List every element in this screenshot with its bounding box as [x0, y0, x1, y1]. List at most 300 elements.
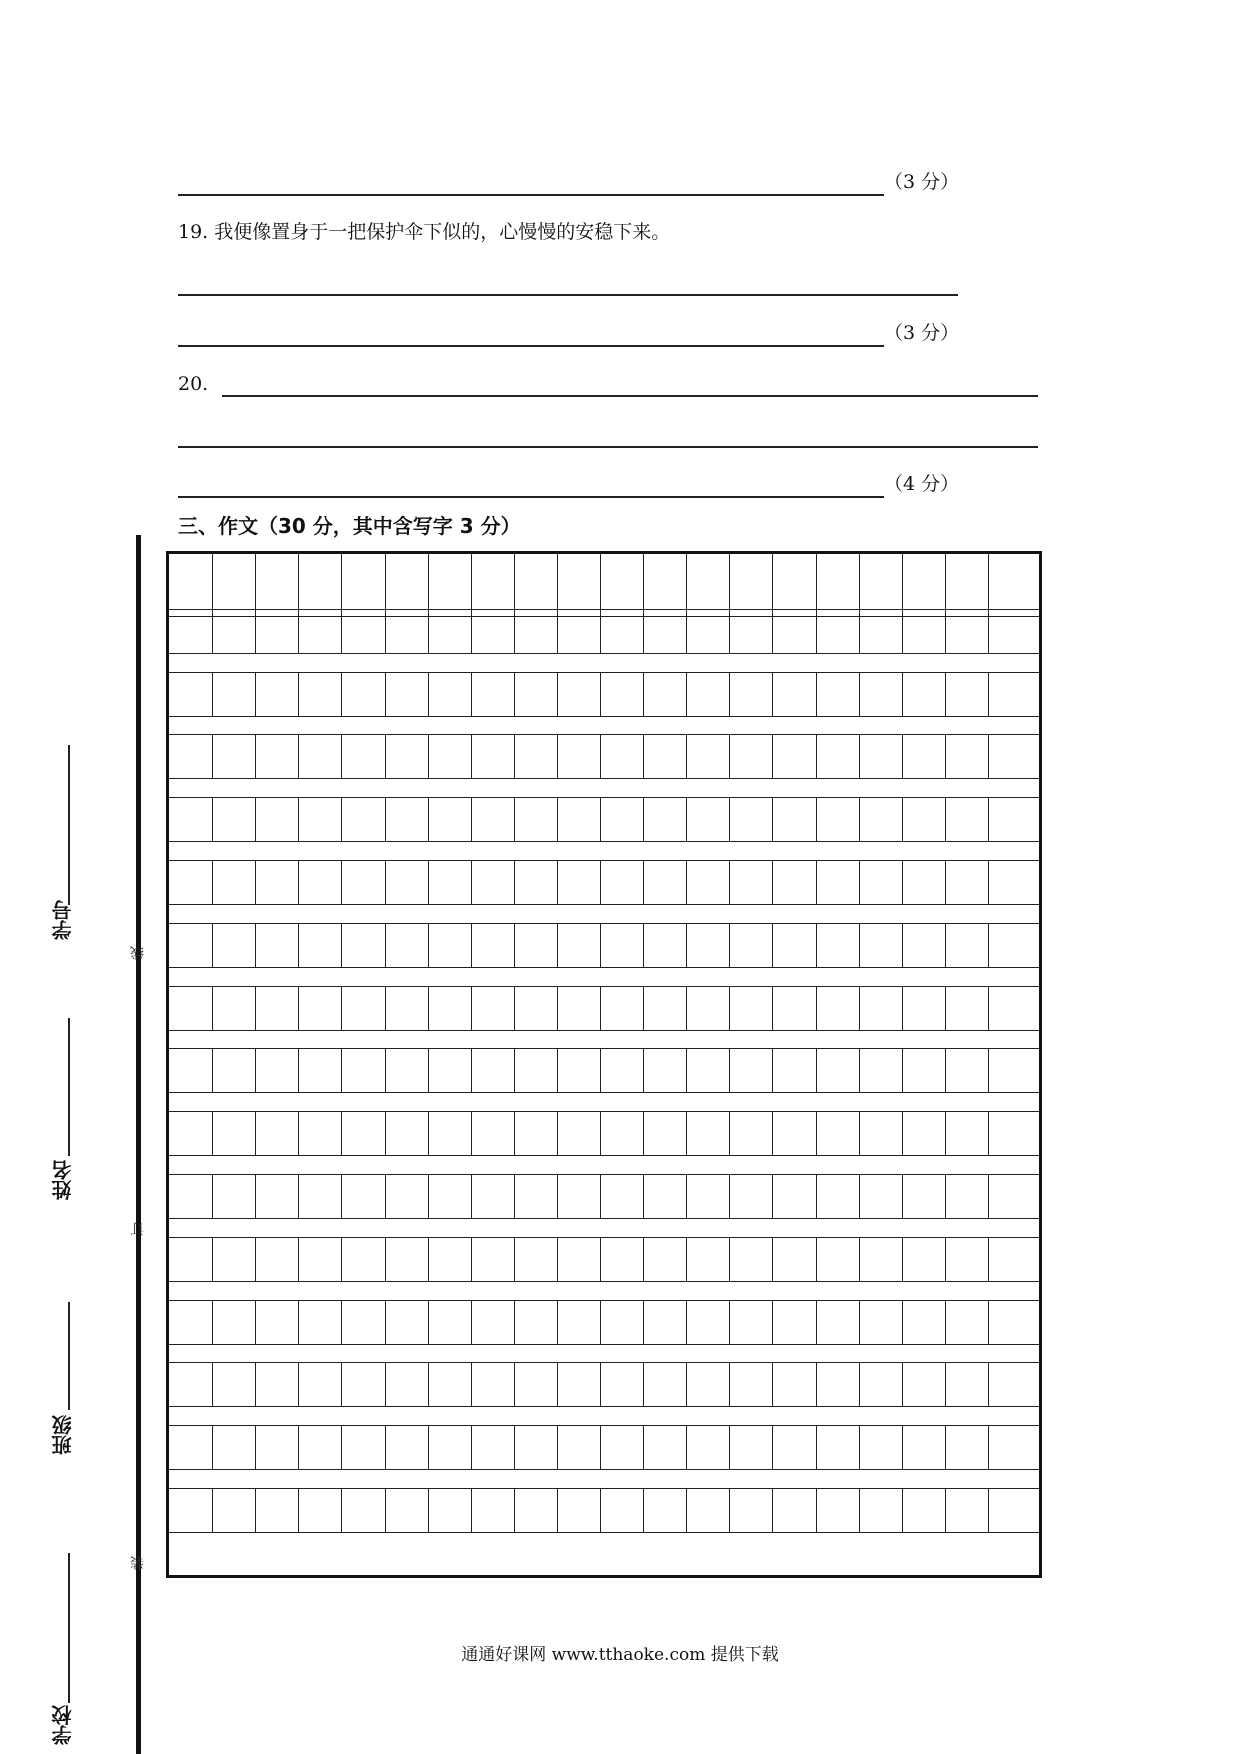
grid-cell-divider — [600, 673, 601, 716]
grid-cell-divider — [298, 1426, 299, 1469]
grid-cell-divider — [816, 1426, 817, 1469]
grid-cell-divider — [945, 1489, 946, 1532]
grid-cell-divider — [212, 610, 213, 653]
grid-cell-divider — [988, 554, 989, 616]
grid-row[interactable] — [169, 1237, 1039, 1282]
grid-cell-divider — [557, 735, 558, 778]
grid-cell-divider — [385, 735, 386, 778]
grid-cell-divider — [643, 1426, 644, 1469]
grid-cell-divider — [341, 1301, 342, 1344]
grid-cell-divider — [255, 735, 256, 778]
grid-cell-divider — [902, 1301, 903, 1344]
grid-cell-divider — [772, 1112, 773, 1155]
grid-row[interactable] — [169, 1425, 1039, 1470]
grid-cell-divider — [686, 861, 687, 904]
grid-cell-divider — [428, 1301, 429, 1344]
grid-cell-divider — [859, 987, 860, 1030]
name-line[interactable] — [68, 1018, 70, 1156]
grid-row[interactable] — [169, 1362, 1039, 1407]
name-label: 姓名 — [51, 1160, 75, 1200]
grid-cell-divider — [902, 610, 903, 653]
grid-cell-divider — [212, 861, 213, 904]
grid-cell-divider — [988, 798, 989, 841]
grid-cell-divider — [945, 554, 946, 616]
grid-cell-divider — [600, 735, 601, 778]
grid-cell-divider — [988, 987, 989, 1030]
grid-cell-divider — [600, 1363, 601, 1406]
grid-cell-divider — [859, 554, 860, 616]
seal-mark-line: 线 — [130, 946, 146, 960]
grid-cell-divider — [729, 554, 730, 616]
seal-mark-bind: 装 — [130, 1556, 146, 1570]
grid-cell-divider — [643, 1175, 644, 1218]
grid-cell-divider — [428, 735, 429, 778]
grid-cell-divider — [686, 924, 687, 967]
grid-cell-divider — [902, 1238, 903, 1281]
grid-cell-divider — [514, 1112, 515, 1155]
grid-cell-divider — [212, 1301, 213, 1344]
grid-cell-divider — [816, 861, 817, 904]
grid-cell-divider — [816, 987, 817, 1030]
answer-line-q19-1[interactable] — [178, 294, 958, 296]
grid-cell-divider — [341, 798, 342, 841]
grid-cell-divider — [988, 1175, 989, 1218]
grid-cell-divider — [816, 1175, 817, 1218]
grid-cell-divider — [428, 610, 429, 653]
student-no-label: 学号 — [51, 900, 75, 940]
grid-cell-divider — [385, 861, 386, 904]
grid-cell-divider — [816, 1112, 817, 1155]
answer-line-q20-3[interactable] — [178, 496, 884, 498]
grid-cell-divider — [385, 1301, 386, 1344]
grid-cell-divider — [514, 1363, 515, 1406]
grid-cell-divider — [600, 1426, 601, 1469]
grid-cell-divider — [772, 798, 773, 841]
grid-cell-divider — [298, 1489, 299, 1532]
grid-cell-divider — [600, 554, 601, 616]
grid-row[interactable] — [169, 1488, 1039, 1533]
grid-cell-divider — [902, 861, 903, 904]
grid-cell-divider — [902, 735, 903, 778]
grid-cell-divider — [859, 798, 860, 841]
grid-cell-divider — [341, 1363, 342, 1406]
grid-cell-divider — [902, 1175, 903, 1218]
grid-cell-divider — [212, 798, 213, 841]
q18-score: （3 分） — [884, 171, 960, 193]
grid-row[interactable] — [169, 609, 1039, 654]
grid-cell-divider — [298, 735, 299, 778]
grid-cell-divider — [255, 1049, 256, 1092]
grid-cell-divider — [600, 1301, 601, 1344]
grid-cell-divider — [729, 924, 730, 967]
grid-cell-divider — [816, 673, 817, 716]
grid-cell-divider — [772, 1426, 773, 1469]
grid-cell-divider — [471, 610, 472, 653]
grid-cell-divider — [212, 1426, 213, 1469]
answer-line-q19-2[interactable] — [178, 345, 884, 347]
grid-cell-divider — [686, 1363, 687, 1406]
grid-cell-divider — [341, 1238, 342, 1281]
grid-cell-divider — [945, 1112, 946, 1155]
seal-mark-order: 订 — [130, 1222, 146, 1236]
grid-cell-divider — [772, 610, 773, 653]
grid-row[interactable] — [169, 860, 1039, 905]
grid-cell-divider — [859, 861, 860, 904]
grid-cell-divider — [988, 1489, 989, 1532]
grid-row[interactable] — [169, 672, 1039, 717]
class-label: 班级 — [51, 1415, 75, 1455]
grid-cell-divider — [729, 1049, 730, 1092]
grid-cell-divider — [729, 673, 730, 716]
grid-cell-divider — [428, 1489, 429, 1532]
grid-cell-divider — [945, 987, 946, 1030]
grid-cell-divider — [686, 1112, 687, 1155]
grid-cell-divider — [729, 987, 730, 1030]
grid-cell-divider — [428, 554, 429, 616]
grid-cell-divider — [945, 924, 946, 967]
grid-cell-divider — [428, 1175, 429, 1218]
grid-row[interactable] — [169, 923, 1039, 968]
composition-grid[interactable] — [166, 551, 1042, 1578]
grid-cell-divider — [859, 1175, 860, 1218]
grid-cell-divider — [859, 1112, 860, 1155]
grid-cell-divider — [902, 1049, 903, 1092]
grid-cell-divider — [945, 861, 946, 904]
grid-cell-divider — [643, 554, 644, 616]
grid-cell-divider — [643, 673, 644, 716]
grid-cell-divider — [600, 1489, 601, 1532]
grid-cell-divider — [471, 1426, 472, 1469]
grid-cell-divider — [945, 735, 946, 778]
grid-cell-divider — [902, 1489, 903, 1532]
answer-line-q20-2[interactable] — [178, 446, 1038, 448]
grid-cell-divider — [341, 1175, 342, 1218]
grid-cell-divider — [428, 861, 429, 904]
grid-row[interactable] — [169, 1174, 1039, 1219]
grid-cell-divider — [471, 924, 472, 967]
grid-cell-divider — [471, 554, 472, 616]
grid-cell-divider — [988, 1112, 989, 1155]
grid-cell-divider — [514, 1489, 515, 1532]
grid-cell-divider — [514, 1049, 515, 1092]
grid-cell-divider — [298, 987, 299, 1030]
grid-cell-divider — [988, 1049, 989, 1092]
grid-cell-divider — [557, 1301, 558, 1344]
grid-cell-divider — [772, 1049, 773, 1092]
q19-score: （3 分） — [884, 322, 960, 344]
grid-cell-divider — [212, 554, 213, 616]
grid-cell-divider — [859, 1049, 860, 1092]
grid-cell-divider — [643, 735, 644, 778]
grid-cell-divider — [557, 1489, 558, 1532]
grid-cell-divider — [298, 610, 299, 653]
grid-cell-divider — [255, 1426, 256, 1469]
grid-cell-divider — [298, 1049, 299, 1092]
grid-cell-divider — [600, 861, 601, 904]
grid-cell-divider — [686, 1426, 687, 1469]
grid-cell-divider — [428, 987, 429, 1030]
grid-cell-divider — [772, 924, 773, 967]
grid-cell-divider — [385, 1238, 386, 1281]
grid-cell-divider — [341, 1112, 342, 1155]
grid-cell-divider — [686, 1049, 687, 1092]
grid-cell-divider — [557, 1238, 558, 1281]
grid-cell-divider — [902, 987, 903, 1030]
grid-cell-divider — [557, 798, 558, 841]
grid-cell-divider — [816, 924, 817, 967]
grid-cell-divider — [298, 1112, 299, 1155]
grid-cell-divider — [514, 924, 515, 967]
grid-cell-divider — [385, 1175, 386, 1218]
grid-cell-divider — [557, 554, 558, 616]
grid-cell-divider — [686, 735, 687, 778]
grid-cell-divider — [988, 924, 989, 967]
grid-cell-divider — [945, 1175, 946, 1218]
grid-cell-divider — [255, 1301, 256, 1344]
binding-line — [136, 535, 141, 1754]
grid-cell-divider — [686, 554, 687, 616]
student-no-line[interactable] — [68, 745, 70, 905]
composition-heading: 三、作文（30 分，其中含写字 3 分） — [178, 514, 521, 538]
grid-cell-divider — [471, 735, 472, 778]
grid-cell-divider — [255, 987, 256, 1030]
grid-cell-divider — [385, 798, 386, 841]
answer-line-q18[interactable] — [178, 194, 884, 196]
grid-cell-divider — [643, 1363, 644, 1406]
grid-cell-divider — [514, 1175, 515, 1218]
grid-cell-divider — [255, 673, 256, 716]
grid-cell-divider — [988, 735, 989, 778]
grid-cell-divider — [514, 1426, 515, 1469]
grid-cell-divider — [255, 1112, 256, 1155]
grid-cell-divider — [514, 1301, 515, 1344]
grid-cell-divider — [988, 673, 989, 716]
grid-cell-divider — [212, 1489, 213, 1532]
grid-cell-divider — [729, 1175, 730, 1218]
grid-cell-divider — [945, 1049, 946, 1092]
grid-cell-divider — [341, 610, 342, 653]
grid-row[interactable] — [169, 554, 1039, 617]
grid-cell-divider — [988, 1363, 989, 1406]
grid-cell-divider — [212, 1112, 213, 1155]
grid-cell-divider — [729, 1238, 730, 1281]
grid-cell-divider — [729, 1426, 730, 1469]
grid-cell-divider — [600, 798, 601, 841]
grid-row[interactable] — [169, 1300, 1039, 1345]
grid-cell-divider — [255, 1363, 256, 1406]
grid-cell-divider — [341, 1049, 342, 1092]
answer-line-q20-1[interactable] — [222, 395, 1038, 397]
grid-cell-divider — [341, 1489, 342, 1532]
grid-cell-divider — [772, 1238, 773, 1281]
grid-cell-divider — [385, 1363, 386, 1406]
grid-cell-divider — [212, 924, 213, 967]
grid-cell-divider — [643, 924, 644, 967]
grid-cell-divider — [772, 987, 773, 1030]
grid-cell-divider — [729, 861, 730, 904]
grid-cell-divider — [988, 1238, 989, 1281]
grid-cell-divider — [471, 798, 472, 841]
grid-cell-divider — [859, 610, 860, 653]
grid-cell-divider — [816, 798, 817, 841]
grid-cell-divider — [298, 673, 299, 716]
grid-cell-divider — [255, 924, 256, 967]
grid-cell-divider — [255, 1238, 256, 1281]
grid-cell-divider — [385, 554, 386, 616]
grid-cell-divider — [514, 673, 515, 716]
grid-cell-divider — [945, 1301, 946, 1344]
grid-row[interactable] — [169, 986, 1039, 1031]
q20-score: （4 分） — [884, 473, 960, 495]
grid-cell-divider — [816, 554, 817, 616]
grid-cell-divider — [859, 1301, 860, 1344]
grid-cell-divider — [902, 1363, 903, 1406]
grid-cell-divider — [557, 924, 558, 967]
grid-cell-divider — [212, 1363, 213, 1406]
q20-label: 20. — [178, 373, 209, 395]
grid-cell-divider — [255, 1175, 256, 1218]
class-line[interactable] — [68, 1302, 70, 1410]
grid-cell-divider — [471, 673, 472, 716]
grid-cell-divider — [686, 987, 687, 1030]
grid-cell-divider — [772, 1301, 773, 1344]
grid-cell-divider — [686, 610, 687, 653]
grid-row[interactable] — [169, 1048, 1039, 1093]
grid-cell-divider — [212, 1049, 213, 1092]
grid-cell-divider — [600, 987, 601, 1030]
grid-cell-divider — [385, 610, 386, 653]
grid-cell-divider — [902, 924, 903, 967]
grid-cell-divider — [945, 1238, 946, 1281]
grid-cell-divider — [385, 673, 386, 716]
grid-cell-divider — [471, 1112, 472, 1155]
grid-cell-divider — [643, 1049, 644, 1092]
grid-cell-divider — [772, 1363, 773, 1406]
grid-cell-divider — [385, 1112, 386, 1155]
grid-cell-divider — [686, 1489, 687, 1532]
grid-cell-divider — [902, 798, 903, 841]
grid-cell-divider — [471, 1301, 472, 1344]
grid-cell-divider — [385, 1049, 386, 1092]
grid-cell-divider — [514, 554, 515, 616]
grid-cell-divider — [816, 735, 817, 778]
grid-cell-divider — [859, 1426, 860, 1469]
grid-cell-divider — [988, 1301, 989, 1344]
grid-cell-divider — [514, 987, 515, 1030]
grid-cell-divider — [729, 610, 730, 653]
grid-cell-divider — [988, 610, 989, 653]
grid-cell-divider — [816, 1489, 817, 1532]
grid-cell-divider — [945, 798, 946, 841]
grid-cell-divider — [816, 610, 817, 653]
grid-cell-divider — [341, 924, 342, 967]
grid-cell-divider — [255, 861, 256, 904]
grid-cell-divider — [298, 861, 299, 904]
grid-cell-divider — [428, 1426, 429, 1469]
grid-cell-divider — [945, 673, 946, 716]
grid-cell-divider — [902, 1112, 903, 1155]
grid-cell-divider — [557, 1112, 558, 1155]
grid-cell-divider — [514, 1238, 515, 1281]
grid-cell-divider — [945, 1426, 946, 1469]
grid-cell-divider — [557, 1175, 558, 1218]
grid-cell-divider — [988, 1426, 989, 1469]
grid-cell-divider — [428, 798, 429, 841]
grid-cell-divider — [514, 861, 515, 904]
grid-cell-divider — [428, 1049, 429, 1092]
grid-row[interactable] — [169, 734, 1039, 779]
grid-cell-divider — [255, 610, 256, 653]
grid-cell-divider — [816, 1363, 817, 1406]
grid-cell-divider — [600, 1049, 601, 1092]
grid-row[interactable] — [169, 797, 1039, 842]
grid-cell-divider — [643, 798, 644, 841]
grid-cell-divider — [600, 1175, 601, 1218]
grid-cell-divider — [341, 554, 342, 616]
grid-cell-divider — [255, 1489, 256, 1532]
grid-cell-divider — [341, 735, 342, 778]
grid-cell-divider — [772, 673, 773, 716]
grid-cell-divider — [298, 1175, 299, 1218]
footer-credit: 通通好课网 www.tthaoke.com 提供下载 — [461, 1645, 779, 1665]
grid-cell-divider — [600, 1112, 601, 1155]
grid-row[interactable] — [169, 1111, 1039, 1156]
school-line[interactable] — [68, 1553, 70, 1703]
grid-cell-divider — [212, 673, 213, 716]
grid-cell-divider — [772, 554, 773, 616]
grid-cell-divider — [212, 1175, 213, 1218]
grid-cell-divider — [643, 610, 644, 653]
grid-cell-divider — [298, 1363, 299, 1406]
grid-cell-divider — [729, 1363, 730, 1406]
grid-cell-divider — [557, 861, 558, 904]
grid-cell-divider — [816, 1301, 817, 1344]
grid-cell-divider — [471, 861, 472, 904]
grid-cell-divider — [816, 1238, 817, 1281]
grid-cell-divider — [298, 554, 299, 616]
grid-cell-divider — [428, 1363, 429, 1406]
grid-cell-divider — [557, 987, 558, 1030]
grid-cell-divider — [643, 1489, 644, 1532]
grid-cell-divider — [471, 1175, 472, 1218]
grid-cell-divider — [686, 1175, 687, 1218]
grid-cell-divider — [643, 861, 644, 904]
grid-cell-divider — [341, 1426, 342, 1469]
grid-cell-divider — [212, 987, 213, 1030]
grid-cell-divider — [643, 1238, 644, 1281]
grid-cell-divider — [600, 1238, 601, 1281]
grid-cell-divider — [514, 798, 515, 841]
grid-cell-divider — [686, 1301, 687, 1344]
grid-cell-divider — [255, 554, 256, 616]
grid-cell-divider — [471, 1489, 472, 1532]
grid-cell-divider — [298, 1238, 299, 1281]
grid-cell-divider — [772, 735, 773, 778]
grid-cell-divider — [471, 1363, 472, 1406]
grid-cell-divider — [212, 1238, 213, 1281]
grid-cell-divider — [729, 1301, 730, 1344]
grid-cell-divider — [557, 1363, 558, 1406]
grid-cell-divider — [385, 987, 386, 1030]
grid-cell-divider — [772, 1175, 773, 1218]
grid-cell-divider — [385, 924, 386, 967]
grid-cell-divider — [729, 798, 730, 841]
grid-cell-divider — [514, 735, 515, 778]
grid-cell-divider — [341, 673, 342, 716]
grid-cell-divider — [471, 1238, 472, 1281]
grid-cell-divider — [212, 735, 213, 778]
grid-cell-divider — [729, 1112, 730, 1155]
